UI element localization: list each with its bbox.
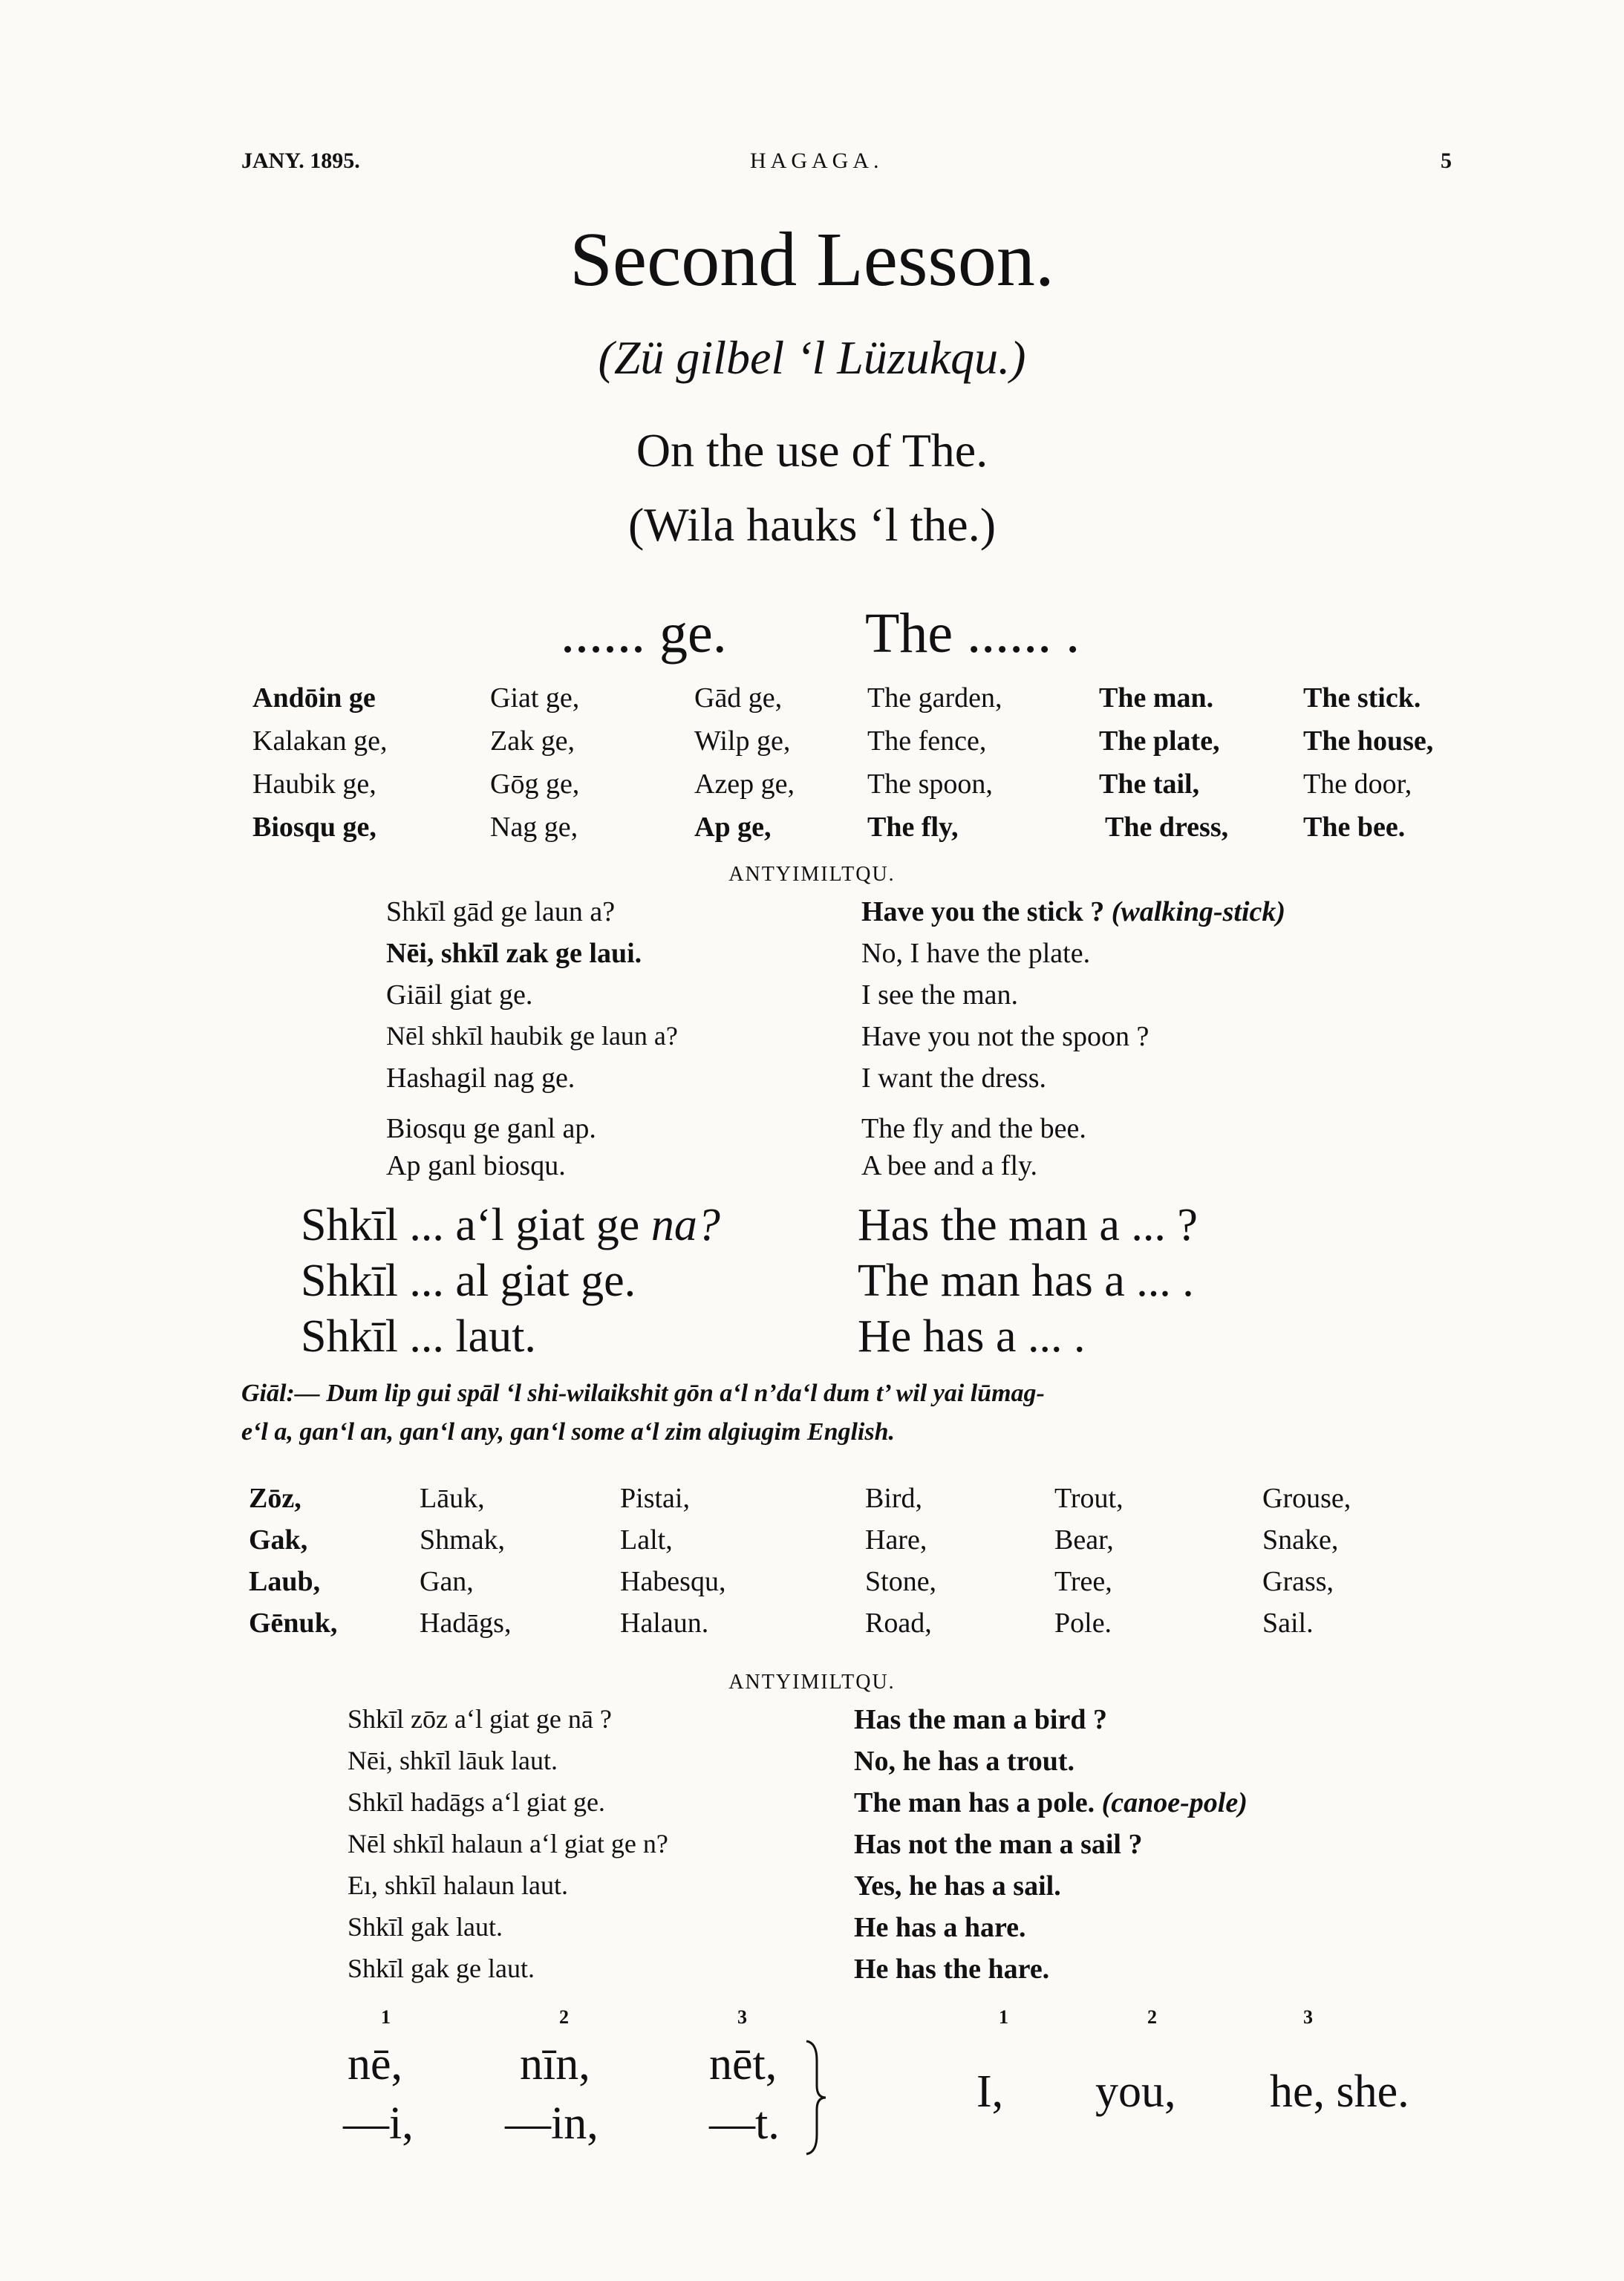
pattern-native — [301, 1199, 720, 1252]
vocab-cell: The plate, — [1099, 725, 1220, 757]
vocab-cell: The fly, — [867, 812, 959, 843]
vocab-cell: Bear, — [1054, 1524, 1114, 1556]
vocab-cell: Grouse, — [1262, 1483, 1351, 1514]
vocab-cell: The fence, — [867, 725, 987, 757]
vocab-cell: Kalakan ge, — [252, 725, 388, 757]
example-english: Yes, he has a sail. — [854, 1870, 1061, 1902]
vocab-cell: Trout, — [1054, 1483, 1124, 1514]
vocab-cell: Shmak, — [420, 1524, 506, 1556]
vocab-cell: Habesqu, — [620, 1566, 726, 1597]
vocab-cell: Sail. — [1262, 1608, 1314, 1639]
pattern-native-suffix: na? — [650, 1200, 720, 1250]
vocab-cell: Pistai, — [620, 1483, 690, 1514]
vocab-cell: Lāuk, — [420, 1483, 485, 1514]
vocab-cell: The garden, — [867, 682, 1002, 714]
lesson-title: Second Lesson. — [570, 217, 1054, 302]
vocab-cell: Bird, — [865, 1483, 923, 1514]
vocab-cell: Gād ge, — [694, 682, 783, 714]
vocab-cell: Nag ge, — [490, 812, 578, 843]
example-english: He has a hare. — [854, 1912, 1026, 1943]
vocab-cell: Halaun. — [620, 1608, 709, 1639]
example-native: Giāil giat ge. — [386, 979, 533, 1011]
pronoun-suffix: —i, — [343, 2098, 414, 2149]
pattern-english: He has a ... . — [858, 1311, 1086, 1362]
pronoun-number: 3 — [737, 2006, 747, 2028]
example-native: Shkīl hadāgs a‘l giat ge. — [348, 1787, 605, 1817]
vocab-cell: Gak, — [249, 1524, 308, 1556]
example-english — [861, 895, 1285, 928]
example-note: (walking-stick) — [1111, 896, 1286, 927]
vocab-cell: Ap ge, — [694, 812, 772, 843]
vocab-cell: The man. — [1099, 682, 1214, 714]
pattern-left: ...... ge. — [561, 602, 727, 665]
vocab-cell: Giat ge, — [490, 682, 580, 714]
vocab-cell: The bee. — [1303, 812, 1406, 843]
vocab-cell: Grass, — [1262, 1566, 1334, 1597]
vocab-cell: Haubik ge, — [252, 769, 376, 800]
vocab-cell: Hadāgs, — [420, 1608, 512, 1639]
example-english: He has the hare. — [854, 1954, 1050, 1985]
example-native: Shkīl gak ge laut. — [348, 1954, 535, 1983]
pattern-native: Shkīl ... laut. — [301, 1311, 536, 1362]
vocab-cell: Gēnuk, — [249, 1608, 338, 1639]
pronoun-number: 1 — [999, 2006, 1008, 2028]
vocab-cell: Hare, — [865, 1524, 927, 1556]
pronoun-full: nīn, — [520, 2039, 590, 2089]
example-native: Nēl shkīl halaun a‘l giat ge n? — [348, 1829, 668, 1859]
section-heading: ANTYIMILTQU. — [728, 863, 896, 886]
section-heading: ANTYIMILTQU. — [728, 1671, 896, 1694]
pronoun-full: nēt, — [709, 2039, 777, 2089]
vocab-cell: Zōz, — [249, 1483, 301, 1514]
vocab-cell: The dress, — [1105, 812, 1229, 843]
pronoun-english: I, — [976, 2066, 1004, 2117]
example-english-text: Have you the stick ? — [861, 896, 1105, 927]
vocab-cell: Gan, — [420, 1566, 474, 1597]
example-native: Eı, shkīl halaun laut. — [348, 1870, 568, 1900]
vocab-cell: Road, — [865, 1608, 932, 1639]
example-english: A bee and a fly. — [861, 1150, 1038, 1181]
pronoun-english: you, — [1095, 2066, 1176, 2117]
pronoun-full: nē, — [348, 2039, 403, 2089]
example-native: Shkīl gak laut. — [348, 1912, 503, 1942]
pattern-native: Shkīl ... al giat ge. — [301, 1256, 636, 1306]
pronoun-number: 1 — [381, 2006, 391, 2028]
note-line-2: e‘l a, gan‘l an, gan‘l any, gan‘l some a‘l zim algiugim English. — [241, 1418, 896, 1446]
pattern-english: The man has a ... . — [858, 1256, 1194, 1306]
example-native: Shkīl zōz a‘l giat ge nā ? — [348, 1704, 612, 1734]
example-native: Hashagil nag ge. — [386, 1063, 575, 1094]
brace-icon — [800, 2038, 830, 2157]
example-english: Has not the man a sail ? — [854, 1829, 1143, 1860]
example-note: (canoe-pole) — [1101, 1787, 1248, 1818]
pronoun-english: he, she. — [1270, 2066, 1409, 2117]
vocab-cell: Stone, — [865, 1566, 937, 1597]
example-english: No, I have the plate. — [861, 938, 1091, 969]
header-title: HAGAGA. — [750, 149, 884, 173]
note-line-1 — [241, 1380, 1045, 1408]
example-native: Ap ganl biosqu. — [386, 1150, 566, 1181]
example-native: Nēl shkīl haubik ge laun a? — [386, 1021, 678, 1051]
lesson-native-title: (Zü gilbel ‘l Lüzukqu.) — [598, 331, 1026, 384]
pattern-english: Has the man a ... ? — [858, 1200, 1198, 1250]
page-number: 5 — [1441, 149, 1452, 173]
vocab-cell: The stick. — [1303, 682, 1421, 714]
note-label: Giāl:— — [241, 1380, 320, 1407]
example-english: No, he has a trout. — [854, 1746, 1074, 1777]
note-text-1: Dum lip gui spāl ‘l shi-wilaikshit gōn a‘l n’da‘l dum t’ wil yai lūmag- — [326, 1380, 1045, 1407]
example-english: I see the man. — [861, 979, 1019, 1011]
vocab-cell: Azep ge, — [694, 769, 795, 800]
vocab-cell: Biosqu ge, — [252, 812, 376, 843]
lesson-topic-native: (Wila hauks ‘l the.) — [627, 498, 997, 551]
example-english: The fly and the bee. — [861, 1113, 1086, 1144]
pronoun-number: 3 — [1303, 2006, 1313, 2028]
vocab-cell: The spoon, — [867, 769, 993, 800]
example-english: Have you not the spoon ? — [861, 1021, 1149, 1052]
vocab-cell: Pole. — [1054, 1608, 1112, 1639]
example-native: Nēi, shkīl zak ge laui. — [386, 938, 642, 969]
vocab-cell: Zak ge, — [490, 725, 575, 757]
header-date: JANY. 1895. — [241, 149, 360, 173]
example-native: Nēi, shkīl lāuk laut. — [348, 1746, 558, 1775]
vocab-cell: Wilp ge, — [694, 725, 791, 757]
vocab-cell: Laub, — [249, 1566, 321, 1597]
vocab-cell: Lalt, — [620, 1524, 673, 1556]
vocab-cell: Gōg ge, — [490, 769, 580, 800]
vocab-cell: Snake, — [1262, 1524, 1339, 1556]
pronoun-suffix: —t. — [709, 2098, 780, 2149]
vocab-cell: The tail, — [1099, 769, 1200, 800]
vocab-cell: Tree, — [1054, 1566, 1112, 1597]
pronoun-suffix: —in, — [505, 2098, 599, 2149]
lesson-topic: On the use of The. — [636, 424, 988, 477]
example-native: Shkīl gād ge laun a? — [386, 896, 616, 927]
pattern-right: The ...... . — [865, 602, 1080, 665]
example-english: I want the dress. — [861, 1063, 1047, 1094]
pattern-native-text: Shkīl ... a‘l giat ge — [301, 1200, 651, 1250]
example-english-text: The man has a pole. — [854, 1787, 1095, 1818]
pronoun-number: 2 — [1147, 2006, 1157, 2028]
vocab-cell: The house, — [1303, 725, 1434, 757]
example-english — [854, 1786, 1248, 1819]
vocab-cell: Andōin ge — [252, 682, 376, 714]
vocab-cell: The door, — [1303, 769, 1412, 800]
pronoun-number: 2 — [559, 2006, 569, 2028]
example-english: Has the man a bird ? — [854, 1704, 1107, 1735]
example-native: Biosqu ge ganl ap. — [386, 1113, 596, 1144]
